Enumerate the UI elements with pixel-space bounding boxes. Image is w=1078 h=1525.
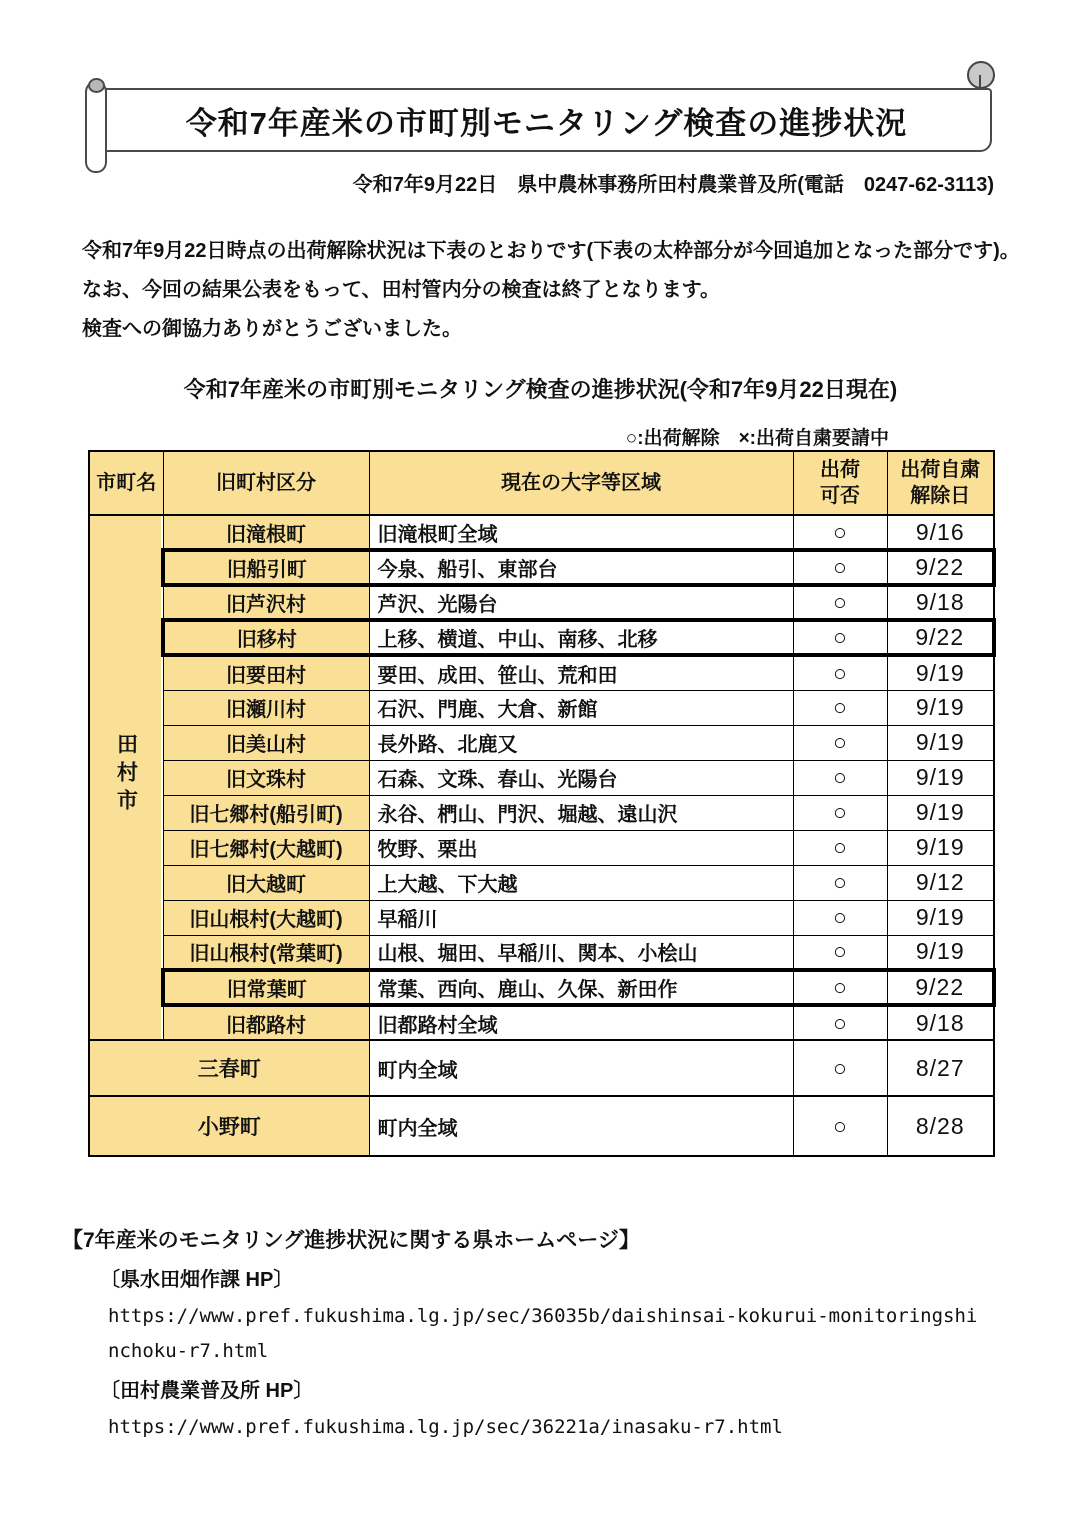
area-cell: 旧滝根町全域 [369,515,793,550]
link2-url[interactable]: https://www.pref.fukushima.lg.jp/sec/36221a/inasaku-r7.html [108,1416,783,1438]
table-row [89,1005,994,1040]
district-cell: 旧移村 [163,620,369,655]
table-row-miharu [89,1040,994,1096]
area-cell: 芦沢、光陽台 [369,585,793,620]
link1-url[interactable]: https://www.pref.fukushima.lg.jp/sec/36035b/daishinsai-kokurui-monitoringshinchoku-r7.html [108,1305,978,1362]
city-name-label: 田村市 [114,732,138,817]
area-cell: 要田、成田、笹山、荒和田 [369,655,793,690]
area-cell: 早稲川 [369,900,793,935]
area-cell: 常葉、西向、鹿山、久保、新田作 [369,970,793,1005]
area-cell: 町内全域 [369,1040,793,1096]
district-cell: 旧美山村 [163,725,369,760]
header-shippable-line1: 出荷 [820,459,860,481]
release-date-cell: 9/22 [887,620,994,655]
status-cell: ○ [793,655,887,690]
table-row [89,830,994,865]
district-cell: 旧船引町 [163,550,369,585]
header-release-line1: 出荷自粛 [900,459,981,481]
header-release-date [887,451,994,515]
issuing-office-line: 令和7年9月22日 県中農林事務所田村農業普及所(電話 0247-62-3113) [352,174,994,196]
district-cell: 旧七郷村(船引町) [163,795,369,830]
release-date-cell: 9/18 [887,585,994,620]
table-row-ono [89,1096,994,1156]
intro-paragraphs [62,233,1022,348]
release-date-cell: 9/16 [887,515,994,550]
table-row [89,585,994,620]
area-cell: 今泉、船引、東部台 [369,550,793,585]
district-cell: 旧文珠村 [163,760,369,795]
header-shippable [793,451,887,515]
link2-label: 〔田村農業普及所 HP〕 [100,1380,314,1402]
status-cell: ○ [793,1096,887,1156]
release-date-cell: 9/19 [887,690,994,725]
district-cell: 旧芦沢村 [163,585,369,620]
release-date-cell: 9/19 [887,725,994,760]
district-cell: 旧要田村 [163,655,369,690]
scroll-curl-icon [967,61,995,89]
area-cell: 山根、堀田、早稲川、関本、小桧山 [369,935,793,970]
city-name-cell [89,515,163,1040]
table-title: 令和7年産米の市町別モニタリング検査の進捗状況(令和7年9月22日現在) [183,377,898,402]
table-row [89,655,994,690]
header-shippable-line2: 可否 [820,485,860,507]
district-cell: 旧山根村(大越町) [163,900,369,935]
status-cell: ○ [793,515,887,550]
status-cell: ○ [793,900,887,935]
status-cell: ○ [793,690,887,725]
district-cell: 旧七郷村(大越町) [163,830,369,865]
status-cell: ○ [793,830,887,865]
table-row [89,515,994,550]
intro-paragraph-1: 令和7年9月22日時点の出荷解除状況は下表のとおりです(下表の太枠部分が今回追加となった部分です)。 [62,240,1020,262]
area-cell: 永谷、椚山、門沢、堀越、遠山沢 [369,795,793,830]
scroll-roll-icon [85,81,107,173]
monitoring-table [88,450,996,1157]
release-date-cell: 8/27 [887,1040,994,1096]
release-date-cell: 9/19 [887,655,994,690]
district-cell: 旧常葉町 [163,970,369,1005]
release-date-cell: 9/18 [887,1005,994,1040]
release-date-cell: 9/22 [887,550,994,585]
area-cell: 町内全域 [369,1096,793,1156]
status-cell: ○ [793,725,887,760]
release-date-cell: 9/19 [887,935,994,970]
table-row-highlighted [89,970,994,1005]
title-banner [88,88,992,154]
page-title: 令和7年産米の市町別モニタリング検査の進捗状況 [185,105,908,141]
status-cell: ○ [793,1005,887,1040]
table-header-row [89,451,994,515]
link1-label: 〔県水田畑作課 HP〕 [100,1269,294,1291]
status-cell: ○ [793,620,887,655]
release-date-cell: 9/12 [887,865,994,900]
release-date-cell: 9/19 [887,900,994,935]
district-cell: 旧大越町 [163,865,369,900]
release-date-cell: 9/19 [887,760,994,795]
scroll-roll-top-icon [88,78,105,93]
area-cell: 石森、文珠、春山、光陽台 [369,760,793,795]
status-legend: ○:出荷解除 ×:出荷自粛要請中 [625,428,889,449]
release-date-cell: 9/19 [887,795,994,830]
town-name-cell: 小野町 [89,1096,369,1156]
footer-heading: 【7年産米のモニタリング進捗状況に関する県ホームページ】 [62,1229,640,1252]
release-date-cell: 8/28 [887,1096,994,1156]
table-row [89,900,994,935]
table-row [89,795,994,830]
table-row [89,690,994,725]
district-cell: 旧都路村 [163,1005,369,1040]
intro-paragraph-3: 検査への御協力ありがとうございました。 [62,318,462,340]
release-date-cell: 9/19 [887,830,994,865]
area-cell: 牧野、栗出 [369,830,793,865]
status-cell: ○ [793,865,887,900]
district-cell: 旧瀬川村 [163,690,369,725]
table-row-highlighted [89,620,994,655]
area-cell: 旧都路村全域 [369,1005,793,1040]
town-name-cell: 三春町 [89,1040,369,1096]
status-cell: ○ [793,760,887,795]
header-release-line2: 解除日 [910,485,971,507]
table-row [89,935,994,970]
status-cell: ○ [793,585,887,620]
footer-links-section [62,1224,1042,1445]
district-cell: 旧山根村(常葉町) [163,935,369,970]
area-cell: 上移、横道、中山、南移、北移 [369,620,793,655]
table-row [89,725,994,760]
status-cell: ○ [793,970,887,1005]
table-row-highlighted [89,550,994,585]
header-district: 旧町村区分 [163,451,369,515]
district-cell: 旧滝根町 [163,515,369,550]
area-cell: 石沢、門鹿、大倉、新館 [369,690,793,725]
status-cell: ○ [793,1040,887,1096]
header-city: 市町名 [89,451,163,515]
area-cell: 長外路、北鹿又 [369,725,793,760]
header-area: 現在の大字等区域 [369,451,793,515]
intro-paragraph-2: なお、今回の結果公表をもって、田村管内分の検査は終了となります。 [62,279,720,301]
table-row [89,865,994,900]
status-cell: ○ [793,795,887,830]
release-date-cell: 9/22 [887,970,994,1005]
status-cell: ○ [793,935,887,970]
area-cell: 上大越、下大越 [369,865,793,900]
table-row [89,760,994,795]
status-cell: ○ [793,550,887,585]
banner-body [101,88,992,152]
